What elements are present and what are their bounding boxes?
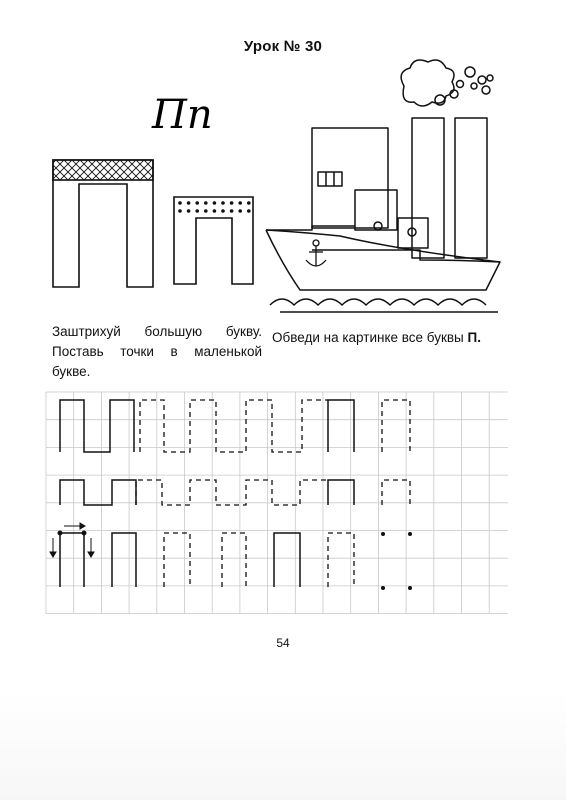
stroke-direction-arrows (50, 523, 94, 557)
tracing-row-2 (60, 480, 136, 505)
page-number: 54 (276, 636, 290, 650)
cursive-letters: Пп (152, 92, 213, 138)
ship-illustration (266, 60, 500, 312)
tracing-row-2-dashed (136, 480, 410, 505)
tracing-row-3-dashed (164, 533, 354, 587)
tracing-row-1 (60, 400, 134, 452)
guide-dots (381, 532, 412, 590)
arrow-right-icon (64, 523, 85, 529)
page-bottom-margin (0, 690, 566, 800)
instruction-shade-and-dot: Заштрихуй большую букву. Поставь точки в маленькой букве. (52, 324, 262, 379)
big-letter-p (53, 160, 153, 287)
anchor-icon (306, 240, 326, 266)
instruction-trace-text: Обведи на картинке все буквы (272, 330, 464, 345)
smoke-clouds (401, 60, 493, 106)
instruction-trace-letter: П. (467, 330, 481, 345)
writing-grid (46, 392, 508, 614)
tracing-row-1-dashed (140, 400, 410, 452)
small-letter-p (174, 197, 253, 284)
lesson-title: Урок № 30 (243, 38, 323, 55)
tracing-row-3 (60, 533, 300, 587)
arrow-down-icon (50, 538, 94, 557)
instruction-trace-letters (272, 328, 532, 348)
